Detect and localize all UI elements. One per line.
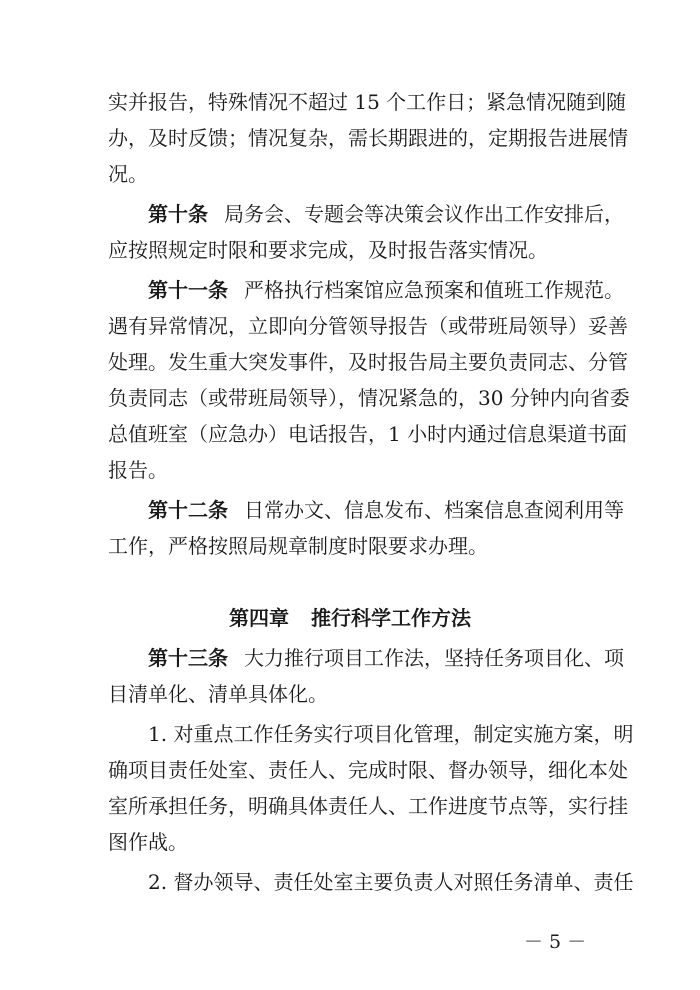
article-13-first-line xyxy=(148,644,624,672)
list-item-1-first-line: 1. 对重点工作任务实行项目化管理，制定实施方案，明 xyxy=(148,722,634,746)
chapter-heading xyxy=(0,604,700,632)
article-label: 第十二条 xyxy=(148,498,228,522)
article-12-first-line xyxy=(148,496,624,524)
body-text-line: 办，及时反馈；情况复杂，需长期跟进的，定期报告进展情 xyxy=(108,126,628,150)
page-number: － 5 － xyxy=(524,931,587,953)
chapter-title: 推行科学工作方法 xyxy=(311,606,471,630)
article-label: 第十条 xyxy=(148,202,208,226)
body-text: 日常办文、信息发布、档案信息查阅利用等 xyxy=(244,498,624,522)
body-text-line: 室所承担任务，明确具体责任人、工作进度节点等，实行挂 xyxy=(108,794,628,818)
chapter-number: 第四章 xyxy=(229,606,289,630)
body-text-line: 工作，严格按照局规章制度时限要求办理。 xyxy=(108,534,488,558)
body-text: 大力推行项目工作法，坚持任务项目化、项 xyxy=(244,646,624,670)
body-text-line: 目清单化、清单具体化。 xyxy=(108,682,328,706)
body-text-line: 确项目责任处室、责任人、完成时限、督办领导，细化本处 xyxy=(108,758,628,782)
body-text: 局务会、专题会等决策会议作出工作安排后， xyxy=(224,202,624,226)
body-text-line: 遇有异常情况，立即向分管领导报告（或带班局领导）妥善 xyxy=(108,314,628,338)
body-text: 严格执行档案馆应急预案和值班工作规范。 xyxy=(244,278,624,302)
body-text-line: 处理。发生重大突发事件，及时报告局主要负责同志、分管 xyxy=(108,350,628,374)
body-text-line: 应按照规定时限和要求完成，及时报告落实情况。 xyxy=(108,238,548,262)
body-text-line: 实并报告，特殊情况不超过 15 个工作日；紧急情况随到随 xyxy=(108,90,627,114)
body-text-line: 况。 xyxy=(108,162,148,186)
body-text-line: 总值班室（应急办）电话报告，1 小时内通过信息渠道书面 xyxy=(108,422,628,446)
article-11-first-line xyxy=(148,276,624,304)
list-item-2-first-line: 2. 督办领导、责任处室主要负责人对照任务清单、责任 xyxy=(148,870,634,894)
article-10-first-line xyxy=(148,200,624,228)
body-text-line: 图作战。 xyxy=(108,830,188,854)
article-label: 第十三条 xyxy=(148,646,228,670)
body-text-line: 报告。 xyxy=(108,458,168,482)
body-text-line: 负责同志（或带班局领导），情况紧急的，30 分钟内向省委 xyxy=(108,386,630,410)
article-label: 第十一条 xyxy=(148,278,228,302)
